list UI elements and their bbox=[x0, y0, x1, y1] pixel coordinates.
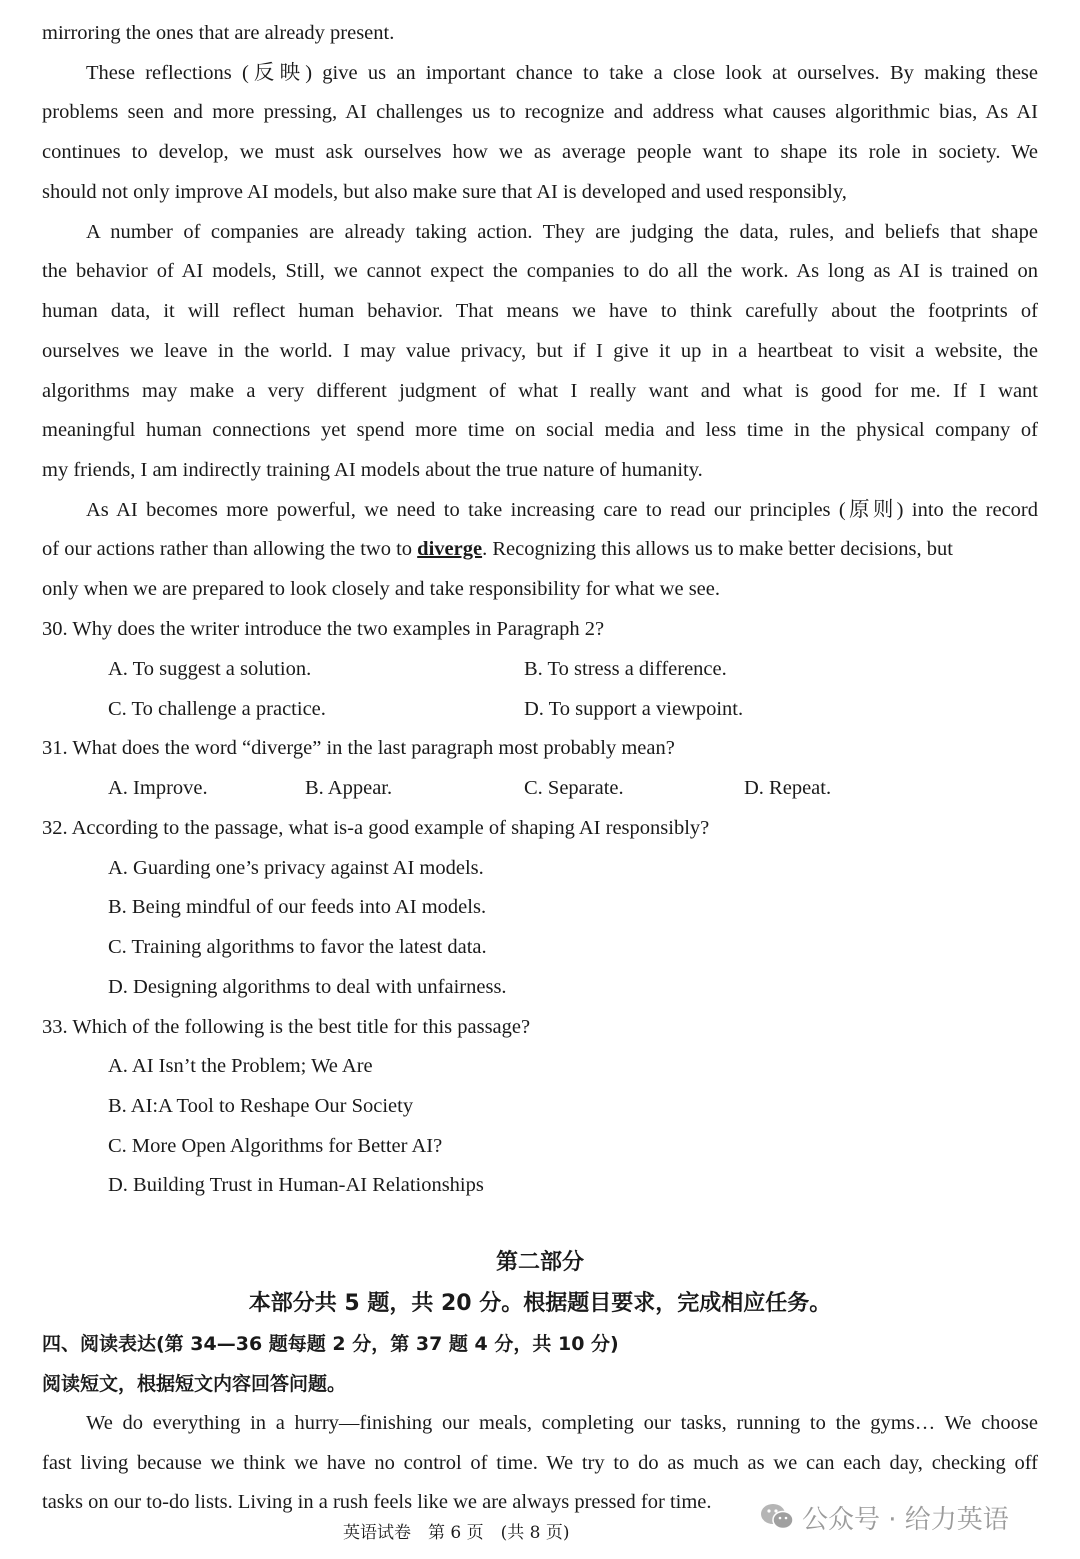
q32-option-a[interactable]: A. Guarding one’s privacy against AI models. bbox=[108, 857, 484, 879]
passage-text: . Recognizing this allows us to make better decisions, but bbox=[482, 538, 953, 560]
passage-line: As AI becomes more powerful, we need to take increasing care to read our principles (原则) into the record bbox=[86, 499, 1038, 521]
passage-line: should not only improve AI models, but also make sure that AI is developed and used responsibly, bbox=[42, 181, 847, 203]
watermark bbox=[760, 1497, 1009, 1537]
q33-option-d[interactable]: D. Building Trust in Human-AI Relationships bbox=[108, 1174, 484, 1196]
passage-line: meaningful human connections yet spend more time on social media and less time in the physical company of bbox=[42, 419, 1038, 441]
highlighted-word-diverge: diverge bbox=[417, 538, 483, 560]
q33-option-b[interactable]: B. AI:A Tool to Reshape Our Society bbox=[108, 1095, 414, 1117]
q30-option-c[interactable]: C. To challenge a practice. bbox=[108, 698, 326, 720]
q33-option-c[interactable]: C. More Open Algorithms for Better AI? bbox=[108, 1135, 443, 1157]
q30-option-b[interactable]: B. To stress a difference. bbox=[524, 658, 727, 680]
passage-line: continues to develop, we must ask ourselves how we as average people want to shape its role in society. We bbox=[42, 141, 1038, 163]
question-33-stem: 33. Which of the following is the best title for this passage? bbox=[42, 1016, 531, 1038]
question-30-stem: 30. Why does the writer introduce the two examples in Paragraph 2? bbox=[42, 618, 605, 640]
q33-option-a[interactable]: A. AI Isn’t the Problem; We Are bbox=[108, 1055, 373, 1077]
q31-option-b[interactable]: B. Appear. bbox=[305, 777, 393, 799]
passage-line: We do everything in a hurry—finishing our meals, completing our tasks, running to the gyms… We choose bbox=[86, 1412, 1038, 1434]
watermark-text: 公众号 · 给力英语 bbox=[802, 1504, 1009, 1535]
passage-line: my friends, I am indirectly training AI models about the true nature of humanity. bbox=[42, 459, 703, 481]
passage-line: only when we are prepared to look closely and take responsibility for what we see. bbox=[42, 578, 720, 600]
q31-option-a[interactable]: A. Improve. bbox=[108, 777, 208, 799]
wechat-icon bbox=[760, 1502, 794, 1532]
passage-line: mirroring the ones that are already present. bbox=[42, 22, 395, 44]
passage-line: A number of companies are already taking action. They are judging the data, rules, and beliefs that shape bbox=[86, 221, 1038, 243]
q32-option-c[interactable]: C. Training algorithms to favor the latest data. bbox=[108, 936, 487, 958]
passage-line: These reflections (反映) give us an important chance to take a close look at ourselves. By making these bbox=[86, 62, 1038, 84]
section-instruction: 阅读短文，根据短文内容回答问题。 bbox=[42, 1373, 347, 1395]
part-subtitle: 本部分共 5 题，共 20 分。根据题目要求，完成相应任务。 bbox=[248, 1291, 832, 1316]
q32-option-d[interactable]: D. Designing algorithms to deal with unfairness. bbox=[108, 976, 507, 998]
passage-line: the behavior of AI models, Still, we cannot expect the companies to do all the work. As long as AI is trained on bbox=[42, 260, 1038, 282]
section-heading: 四、阅读表达(第 34—36 题每题 2 分，第 37 题 4 分，共 10 分) bbox=[42, 1333, 619, 1355]
q31-option-c[interactable]: C. Separate. bbox=[524, 777, 624, 799]
q32-option-b[interactable]: B. Being mindful of our feeds into AI models. bbox=[108, 896, 487, 918]
passage-text: of our actions rather than allowing the two to bbox=[42, 538, 418, 560]
passage-line: problems seen and more pressing, AI challenges us to recognize and address what causes algorithmic bias, As AI bbox=[42, 101, 1038, 123]
q30-option-d[interactable]: D. To support a viewpoint. bbox=[524, 698, 744, 720]
passage-line: human data, it will reflect human behavior. That means we have to think carefully about the footprints of bbox=[42, 300, 1038, 322]
q30-option-a[interactable]: A. To suggest a solution. bbox=[108, 658, 312, 680]
passage-line bbox=[42, 537, 1038, 561]
passage-line: fast living because we think we have no control of time. We try to do as much as we can each day, checking off bbox=[42, 1452, 1038, 1474]
question-31-stem: 31. What does the word “diverge” in the last paragraph most probably mean? bbox=[42, 737, 675, 759]
passage-line: algorithms may make a very different judgment of what I really want and what is good for me. If I want bbox=[42, 380, 1038, 402]
q31-option-d[interactable]: D. Repeat. bbox=[744, 777, 832, 799]
part-title: 第二部分 bbox=[495, 1250, 584, 1275]
passage-line: ourselves we leave in the world. I may value privacy, but if I give it up in a heartbeat to visit a website, the bbox=[42, 340, 1038, 362]
question-32-stem: 32. According to the passage, what is-a good example of shaping AI responsibly? bbox=[42, 817, 710, 839]
passage-line: tasks on our to-do lists. Living in a rush feels like we are always pressed for time. bbox=[42, 1491, 712, 1513]
page-footer: 英语试卷 第 6 页 (共 8 页) bbox=[343, 1523, 570, 1543]
